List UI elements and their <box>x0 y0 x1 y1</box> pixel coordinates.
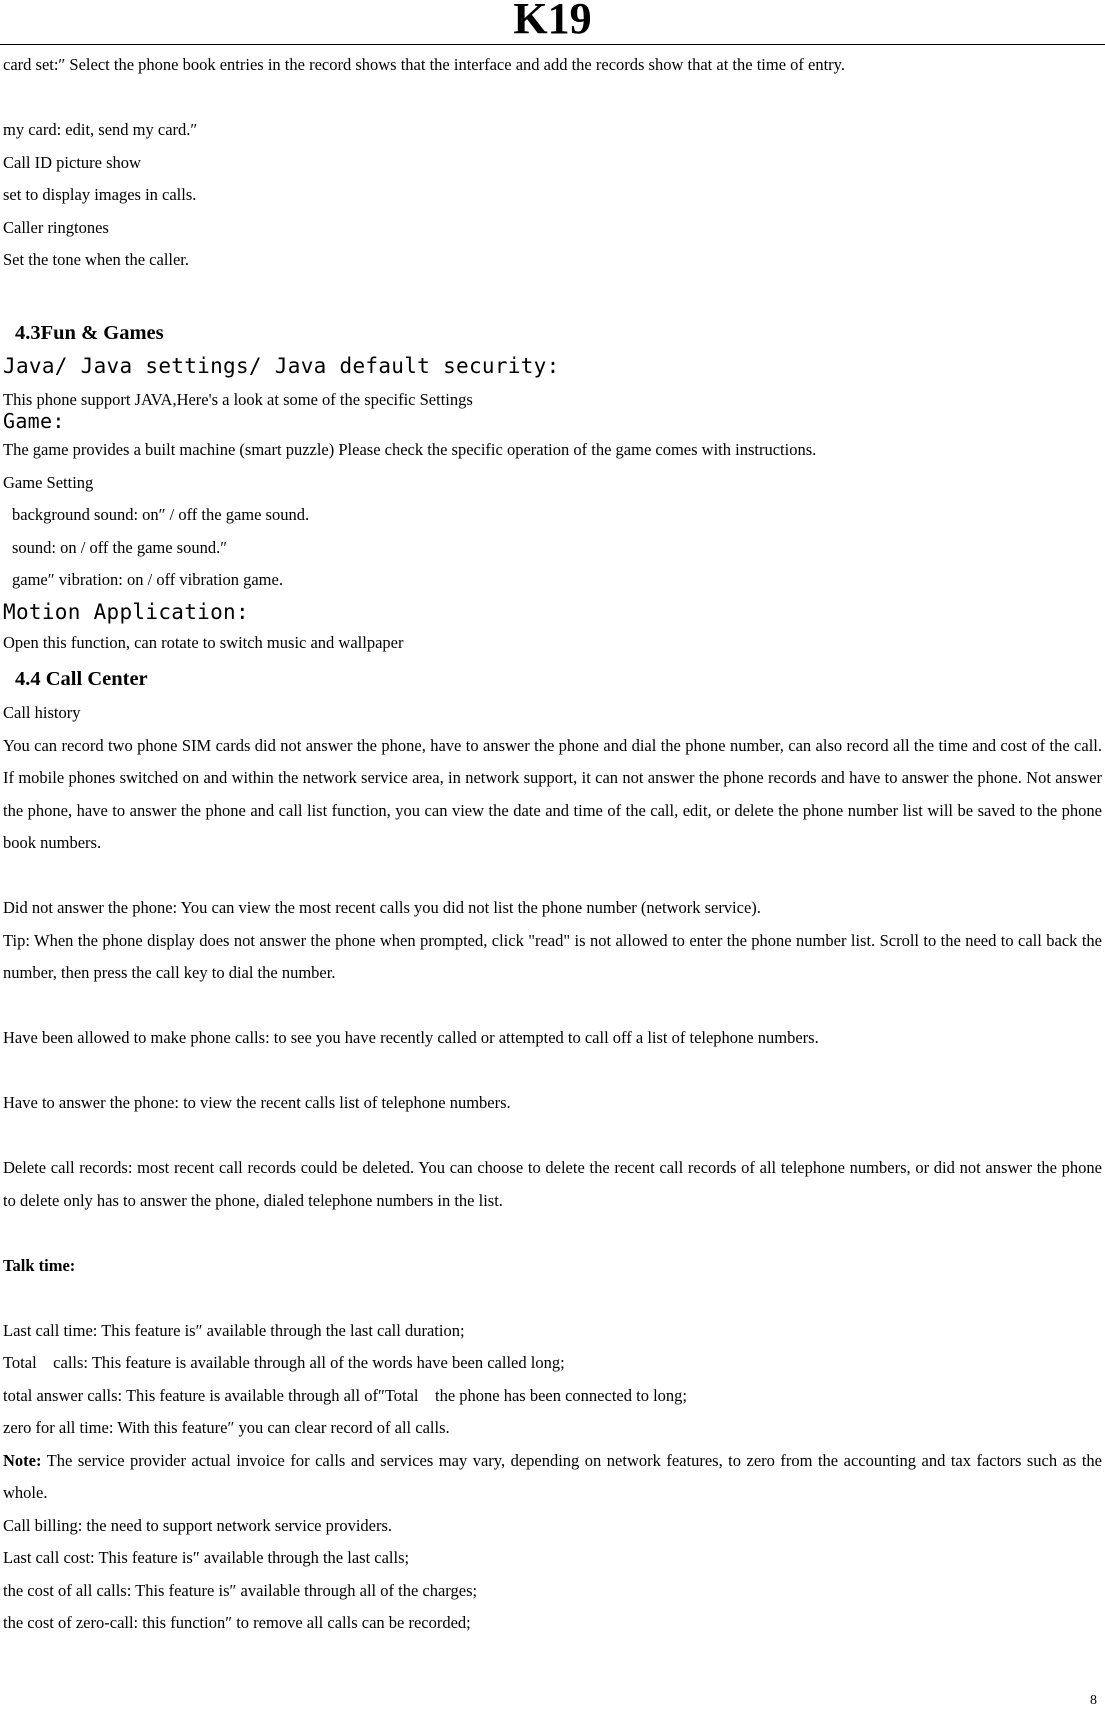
note-paragraph <box>3 1445 1102 1510</box>
blank-line <box>3 82 1102 115</box>
text-line: Total calls: This feature is available through all of the words have been called long; <box>3 1353 565 1372</box>
text-line: Game Setting <box>3 472 94 492</box>
text-line: total answer calls: This feature is available through all of″Total the phone has been connected to long; <box>3 1385 687 1405</box>
text-line: This phone support JAVA,Here's a look at some of the specific Settings <box>3 389 473 409</box>
text-line: the cost of all calls: This feature is″ available through all of the charges; <box>3 1580 478 1600</box>
text-line: Caller ringtones <box>3 217 109 237</box>
blank-line <box>3 990 1102 1023</box>
blank-line <box>3 1217 1102 1250</box>
note-label: Note: <box>3 1450 42 1470</box>
section-heading-call-center: 4.4 Call Center <box>15 668 148 690</box>
text-line: my card: edit, send my card.″ <box>3 120 198 139</box>
text-line: Call history <box>3 703 81 722</box>
page-content <box>3 49 1102 1640</box>
text-line: Did not answer the phone: You can view the most recent calls you did not list the phone number (network service). <box>3 898 761 917</box>
page-header <box>0 0 1105 45</box>
text-line: Set the tone when the caller. <box>3 250 190 269</box>
page-number: 8 <box>1090 1693 1097 1708</box>
talk-time-heading: Talk time: <box>3 1255 76 1275</box>
text-line: background sound: on″ / off the game sound. <box>12 505 310 524</box>
blank-line <box>3 1055 1102 1088</box>
text-line: sound: on / off the game sound.″ <box>12 537 228 557</box>
text-line: set to display images in calls. <box>3 185 197 204</box>
motion-heading: Motion Application: <box>3 599 249 624</box>
text-line: card set:″ Select the phone book entries in the record shows that the interface and add the records show that at the time of entry. <box>3 55 845 74</box>
blank-line <box>3 860 1102 893</box>
text-line: Last call cost: This feature is″ available through the last calls; <box>3 1548 410 1567</box>
text-line: Last call time: This feature is″ available through the last call duration; <box>3 1320 465 1340</box>
blank-line <box>3 1282 1102 1315</box>
section-heading-fun-games: 4.3Fun & Games <box>15 321 164 344</box>
java-heading: Java/ Java settings/ Java default security: <box>3 353 560 378</box>
text-line: zero for all time: With this feature″ you can clear record of all calls. <box>3 1418 450 1437</box>
note-text: The service provider actual invoice for calls and services may vary, depending on network features, to zero from the accounting and tax factors such as the whole. <box>3 1450 1102 1502</box>
text-line: Open this function, can rotate to switch music and wallpaper <box>3 632 404 652</box>
blank-line <box>3 1120 1102 1153</box>
paragraph: Delete call records: most recent call records could be deleted. You can choose to delete the recent call records of all telephone numbers, or did not answer the phone to delete only has to answer the phone, dialed telephone numbers in the list. <box>3 1158 1102 1210</box>
text-line: Have been allowed to make phone calls: to see you have recently called or attempted to call off a list of telephone numbers. <box>3 1028 819 1047</box>
text-line: Have to answer the phone: to view the recent calls list of telephone numbers. <box>3 1093 511 1112</box>
blank-line <box>3 277 1102 315</box>
text-line: the cost of zero-call: this function″ to remove all calls can be recorded; <box>3 1613 471 1632</box>
document-title: K19 <box>513 0 592 43</box>
text-line: Call billing: the need to support network service providers. <box>3 1515 393 1535</box>
paragraph: You can record two phone SIM cards did not answer the phone, have to answer the phone and dial the phone number, can also record all the time and cost of the call. If mobile phones switched on and within the network service area, in network support, it can not answer the phone records and have to answer the phone. Not answer the phone, have to answer the phone and call list function, you can view the date and time of the call, edit, or delete the phone number list will be saved to the phone book numbers. <box>3 735 1102 852</box>
text-line: The game provides a built machine (smart puzzle) Please check the specific operation of the game comes with instructions. <box>3 440 817 459</box>
game-heading: Game: <box>3 409 65 433</box>
paragraph: Tip: When the phone display does not answer the phone when prompted, click "read" is not allowed to enter the phone number list. Scroll to the need to call back the number, then press the call key to dial the number. <box>3 930 1102 982</box>
text-line: game″ vibration: on / off vibration game. <box>12 570 283 589</box>
text-line: Call ID picture show <box>3 152 141 172</box>
